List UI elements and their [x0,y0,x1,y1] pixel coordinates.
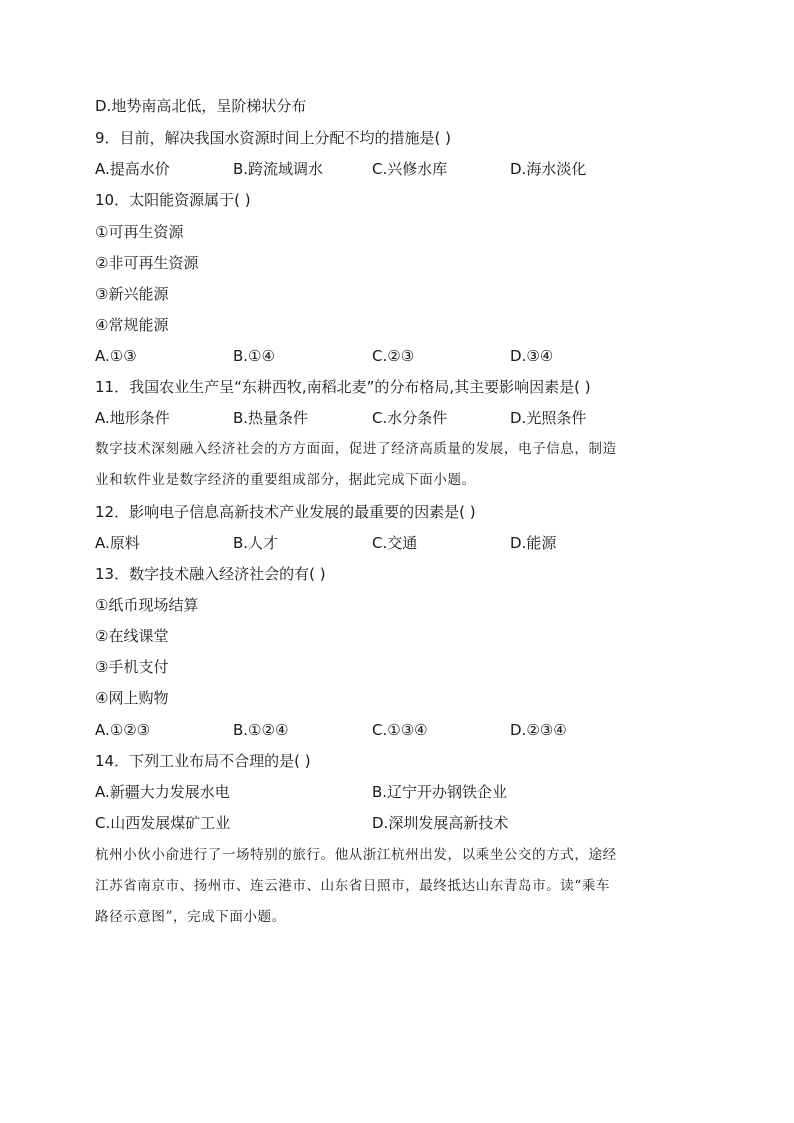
q13-stem: 13．数字技术融入经济社会的有( ) [95,565,326,583]
q11-option-a: A.地形条件 [95,409,170,427]
q13-item-2: ②在线课堂 [95,627,169,645]
q13-option-a: A.①②③ [95,721,151,739]
q8-option-d: D.地势南高北低，呈阶梯状分布 [95,97,307,115]
q12-option-c: C.交通 [372,534,418,552]
q9-option-a: A.提高水价 [95,160,170,178]
q11-option-b: B.热量条件 [233,409,309,427]
q10-item-1: ①可再生资源 [95,223,184,241]
q9-option-b: B.跨流域调水 [233,160,324,178]
q13-item-4: ④网上购物 [95,689,169,707]
passage1-line2: 业和软件业是数字经济的重要组成部分，据此完成下面小题。 [95,472,476,488]
passage1-line1: 数字技术深刻融入经济社会的方方面面，促进了经济高质量的发展，电子信息，制造 [95,441,617,457]
q14-option-d: D.深圳发展高新技术 [372,814,509,832]
q10-stem: 10．太阳能资源属于( ) [95,191,251,209]
q11-option-d: D.光照条件 [510,409,587,427]
q13-option-d: D.②③④ [510,721,567,739]
q13-item-1: ①纸币现场结算 [95,596,199,614]
q12-option-d: D.能源 [510,534,557,552]
q10-item-3: ③新兴能源 [95,285,169,303]
q10-item-2: ②非可再生资源 [95,254,199,272]
q9-stem: 9．目前，解决我国水资源时间上分配不均的措施是( ) [95,129,452,147]
passage2-line3: 路径示意图”，完成下面小题。 [95,909,286,925]
q10-item-4: ④常规能源 [95,316,169,334]
q11-option-c: C.水分条件 [372,409,448,427]
q13-option-b: B.①②④ [233,721,289,739]
q14-stem: 14．下列工业布局不合理的是( ) [95,752,311,770]
q12-option-b: B.人才 [233,534,279,552]
passage2-line1: 杭州小伙小俞进行了一场特别的旅行。他从浙江杭州出发，以乘坐公交的方式，途经 [95,847,617,863]
q14-option-b: B.辽宁开办钢铁企业 [372,783,508,801]
q10-option-a: A.①③ [95,347,137,365]
q11-stem: 11．我国农业生产呈“东耕西牧,南稻北麦”的分布格局,其主要影响因素是( ) [95,378,591,396]
q14-option-a: A.新疆大力发展水电 [95,783,230,801]
q12-option-a: A.原料 [95,534,140,552]
q13-item-3: ③手机支付 [95,658,169,676]
q9-option-d: D.海水淡化 [510,160,587,178]
q13-option-c: C.①③④ [372,721,428,739]
q9-option-c: C.兴修水库 [372,160,448,178]
q10-option-c: C.②③ [372,347,415,365]
q10-option-d: D.③④ [510,347,554,365]
passage2-line2: 江苏省南京市、扬州市、连云港市、山东省日照市，最终抵达山东青岛市。读“乘车 [95,878,611,894]
q10-option-b: B.①④ [233,347,275,365]
q14-option-c: C.山西发展煤矿工业 [95,814,231,832]
q12-stem: 12．影响电子信息高新技术产业发展的最重要的因素是( ) [95,503,476,521]
